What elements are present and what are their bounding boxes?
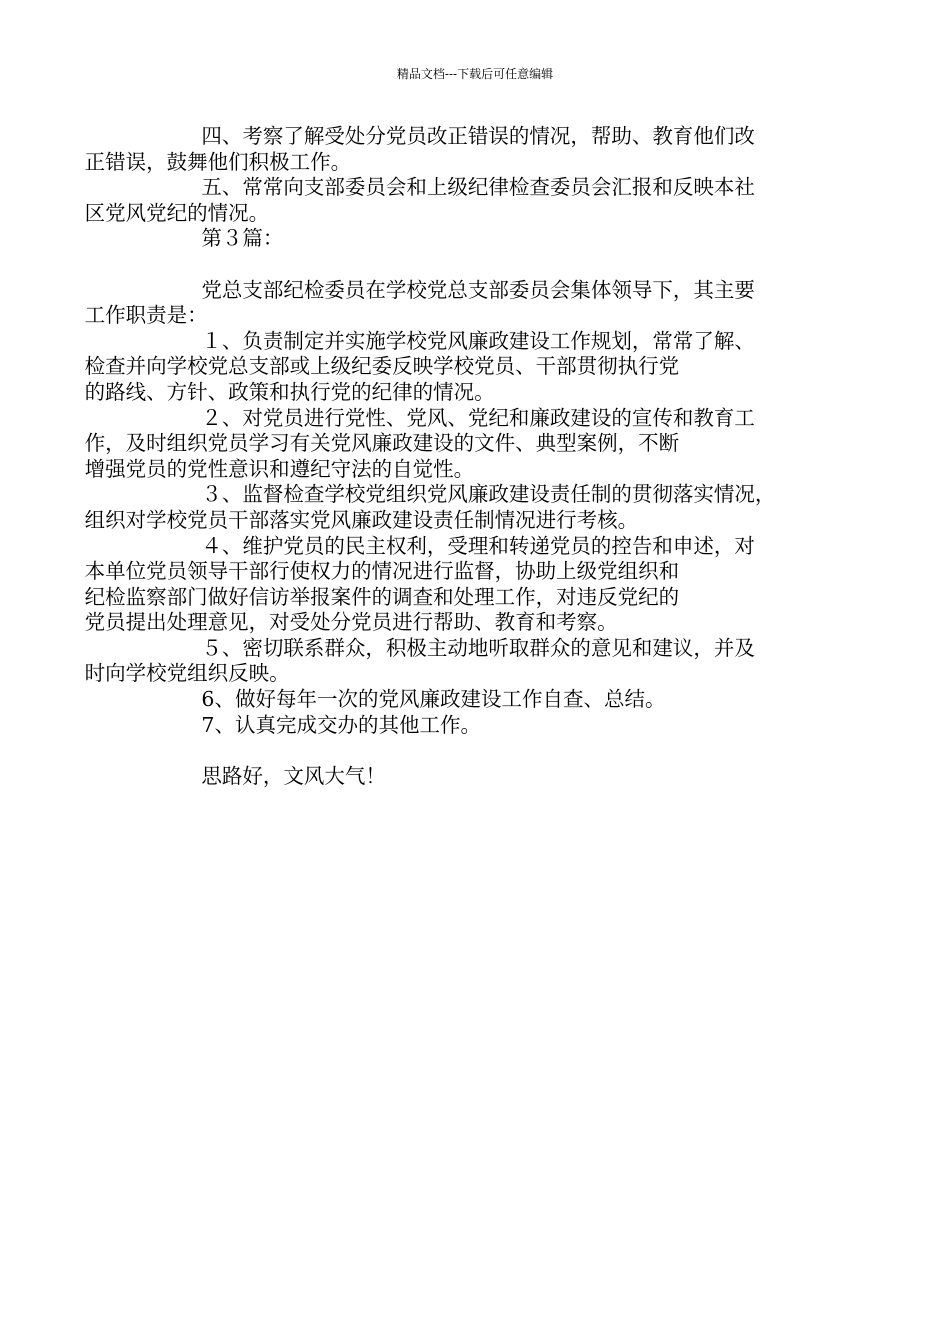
text-line: 作，及时组织党员学习有关党风廉政建设的文件、典型案例，不断: [84, 431, 680, 456]
page-header: 精品文档---下载后可任意编辑: [396, 67, 554, 81]
text-line: 增强党员的党性意识和遵纪守法的自觉性。: [84, 456, 475, 481]
duty-item-3: [84, 482, 823, 533]
document-body: [84, 124, 823, 789]
duty-item-2: [84, 405, 823, 483]
intro-paragraph: [84, 277, 823, 329]
text-line: 思路好，文风大气！: [201, 763, 386, 788]
blank-line: [143, 738, 823, 764]
text-line: ３、监督检查学校党组织党风廉政建设责任制的贯彻落实情况，: [201, 482, 776, 507]
closing-remark: [143, 764, 823, 790]
section-heading: [143, 226, 823, 252]
text-line: 五、常常向支部委员会和上级纪律检查委员会汇报和反映本社: [201, 175, 755, 200]
duty-item-4: [84, 533, 823, 636]
text-line: 本单位党员领导干部行使权力的情况进行监督，协助上级党组织和: [84, 559, 680, 584]
duty-item-5: [84, 635, 823, 687]
text-line: 第３篇：: [201, 226, 284, 251]
paragraph-item-4: [84, 124, 823, 175]
text-line: ５、密切联系群众，积极主动地听取群众的意见和建议，并及: [201, 635, 755, 660]
duty-item-1: [84, 328, 823, 406]
text-line: 正错误，鼓舞他们积极工作。: [84, 149, 352, 174]
text-line: 纪检监察部门做好信访举报案件的调查和处理工作，对违反党纪的: [84, 584, 680, 609]
text-line: 区党风党纪的情况。: [84, 200, 270, 225]
text-line: 7、认真完成交办的其他工作。: [201, 712, 481, 737]
text-line: ２、对党员进行党性、党风、党纪和廉政建设的宣传和教育工: [201, 405, 755, 430]
text-line: 时向学校党组织反映。: [84, 661, 290, 686]
text-line: １、负责制定并实施学校党风廉政建设工作规划，常常了解、: [201, 328, 755, 353]
text-line: 组织对学校党员干部落实党风廉政建设责任制情况进行考核。: [84, 507, 639, 532]
text-line: 6、做好每年一次的党风廉政建设工作自查、总结。: [201, 687, 666, 712]
text-line: 的路线、方针、政策和执行党的纪律的情况。: [84, 379, 495, 404]
text-line: 党总支部纪检委员在学校党总支部委员会集体领导下，其主要: [201, 277, 755, 302]
text-line: 党员提出处理意见，对受处分党员进行帮助、教育和考察。: [84, 610, 618, 635]
paragraph-item-5: [84, 175, 823, 226]
text-line: 检查并向学校党总支部或上级纪委反映学校党员、干部贯彻执行党: [84, 354, 680, 379]
duty-item-6: [143, 687, 823, 713]
text-line: 四、考察了解受处分党员改正错误的情况，帮助、教育他们改: [201, 124, 755, 148]
blank-line: [143, 252, 823, 278]
text-line: ４、维护党员的民主权利，受理和转递党员的控告和申述，对: [201, 533, 755, 558]
duty-item-7: [143, 713, 823, 739]
text-line: 工作职责是：: [84, 303, 208, 328]
